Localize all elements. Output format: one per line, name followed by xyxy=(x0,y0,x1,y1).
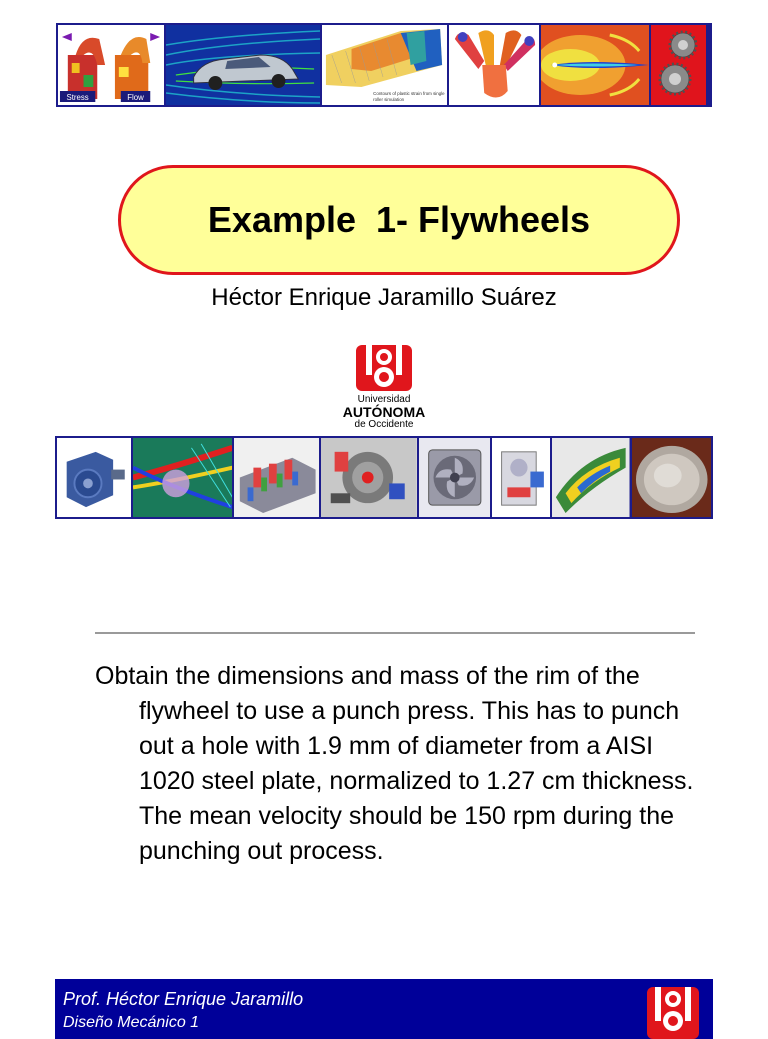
thermal-field-image xyxy=(541,25,651,105)
pump-assembly-image xyxy=(492,438,552,517)
strain-caption-2: roller simulation xyxy=(373,96,405,103)
title-banner xyxy=(118,165,680,275)
flow-label: Flow xyxy=(127,92,144,103)
plastic-strain-contour-image xyxy=(322,25,449,105)
footer-course: Diseño Mecánico 1 xyxy=(63,1014,200,1031)
university-logo xyxy=(335,343,433,435)
footer-bar xyxy=(55,979,713,1039)
logo-line-de-occidente: de Occidente xyxy=(354,419,414,430)
turbine-flow-image xyxy=(133,438,234,517)
footer-uao-logo-icon xyxy=(645,985,701,1039)
exhaust-manifold-image xyxy=(449,25,541,105)
logo-line-universidad: Universidad xyxy=(357,394,411,405)
metal-dish-image xyxy=(632,438,712,517)
gears-image xyxy=(651,25,706,105)
logo-line-autonoma: AUTÓNOMA xyxy=(342,404,426,420)
top-image-strip xyxy=(56,23,712,107)
strain-caption-1: Contours of plastic strain from single xyxy=(373,90,445,97)
gear-reducer-image xyxy=(57,438,133,517)
stress-label: Stress xyxy=(66,92,89,103)
uao-emblem-icon xyxy=(354,343,414,393)
slide-title: Example 1- Flywheels xyxy=(207,199,591,240)
footer-professor: Prof. Héctor Enrique Jaramillo xyxy=(63,989,304,1009)
middle-image-strip xyxy=(55,436,713,519)
problem-statement: Obtain the dimensions and mass of the rim of the flywheel to use a punch press. This has to punch out a hole with 1.9 mm of diameter from a AISI 1020 steel plate, normalized to 1.27 cm thickness. The mean velocity should be 150 rpm during the punching out process. xyxy=(95,662,694,865)
car-flow-simulation-image xyxy=(166,25,322,105)
fe-mesh-image xyxy=(552,438,632,517)
engine-block-image xyxy=(234,438,321,517)
stress-flow-image xyxy=(58,25,166,105)
divider-line xyxy=(95,632,695,634)
author-name: Héctor Enrique Jaramillo Suárez xyxy=(211,284,557,311)
fan-housing-image xyxy=(419,438,493,517)
engine-cutaway-image xyxy=(321,438,418,517)
